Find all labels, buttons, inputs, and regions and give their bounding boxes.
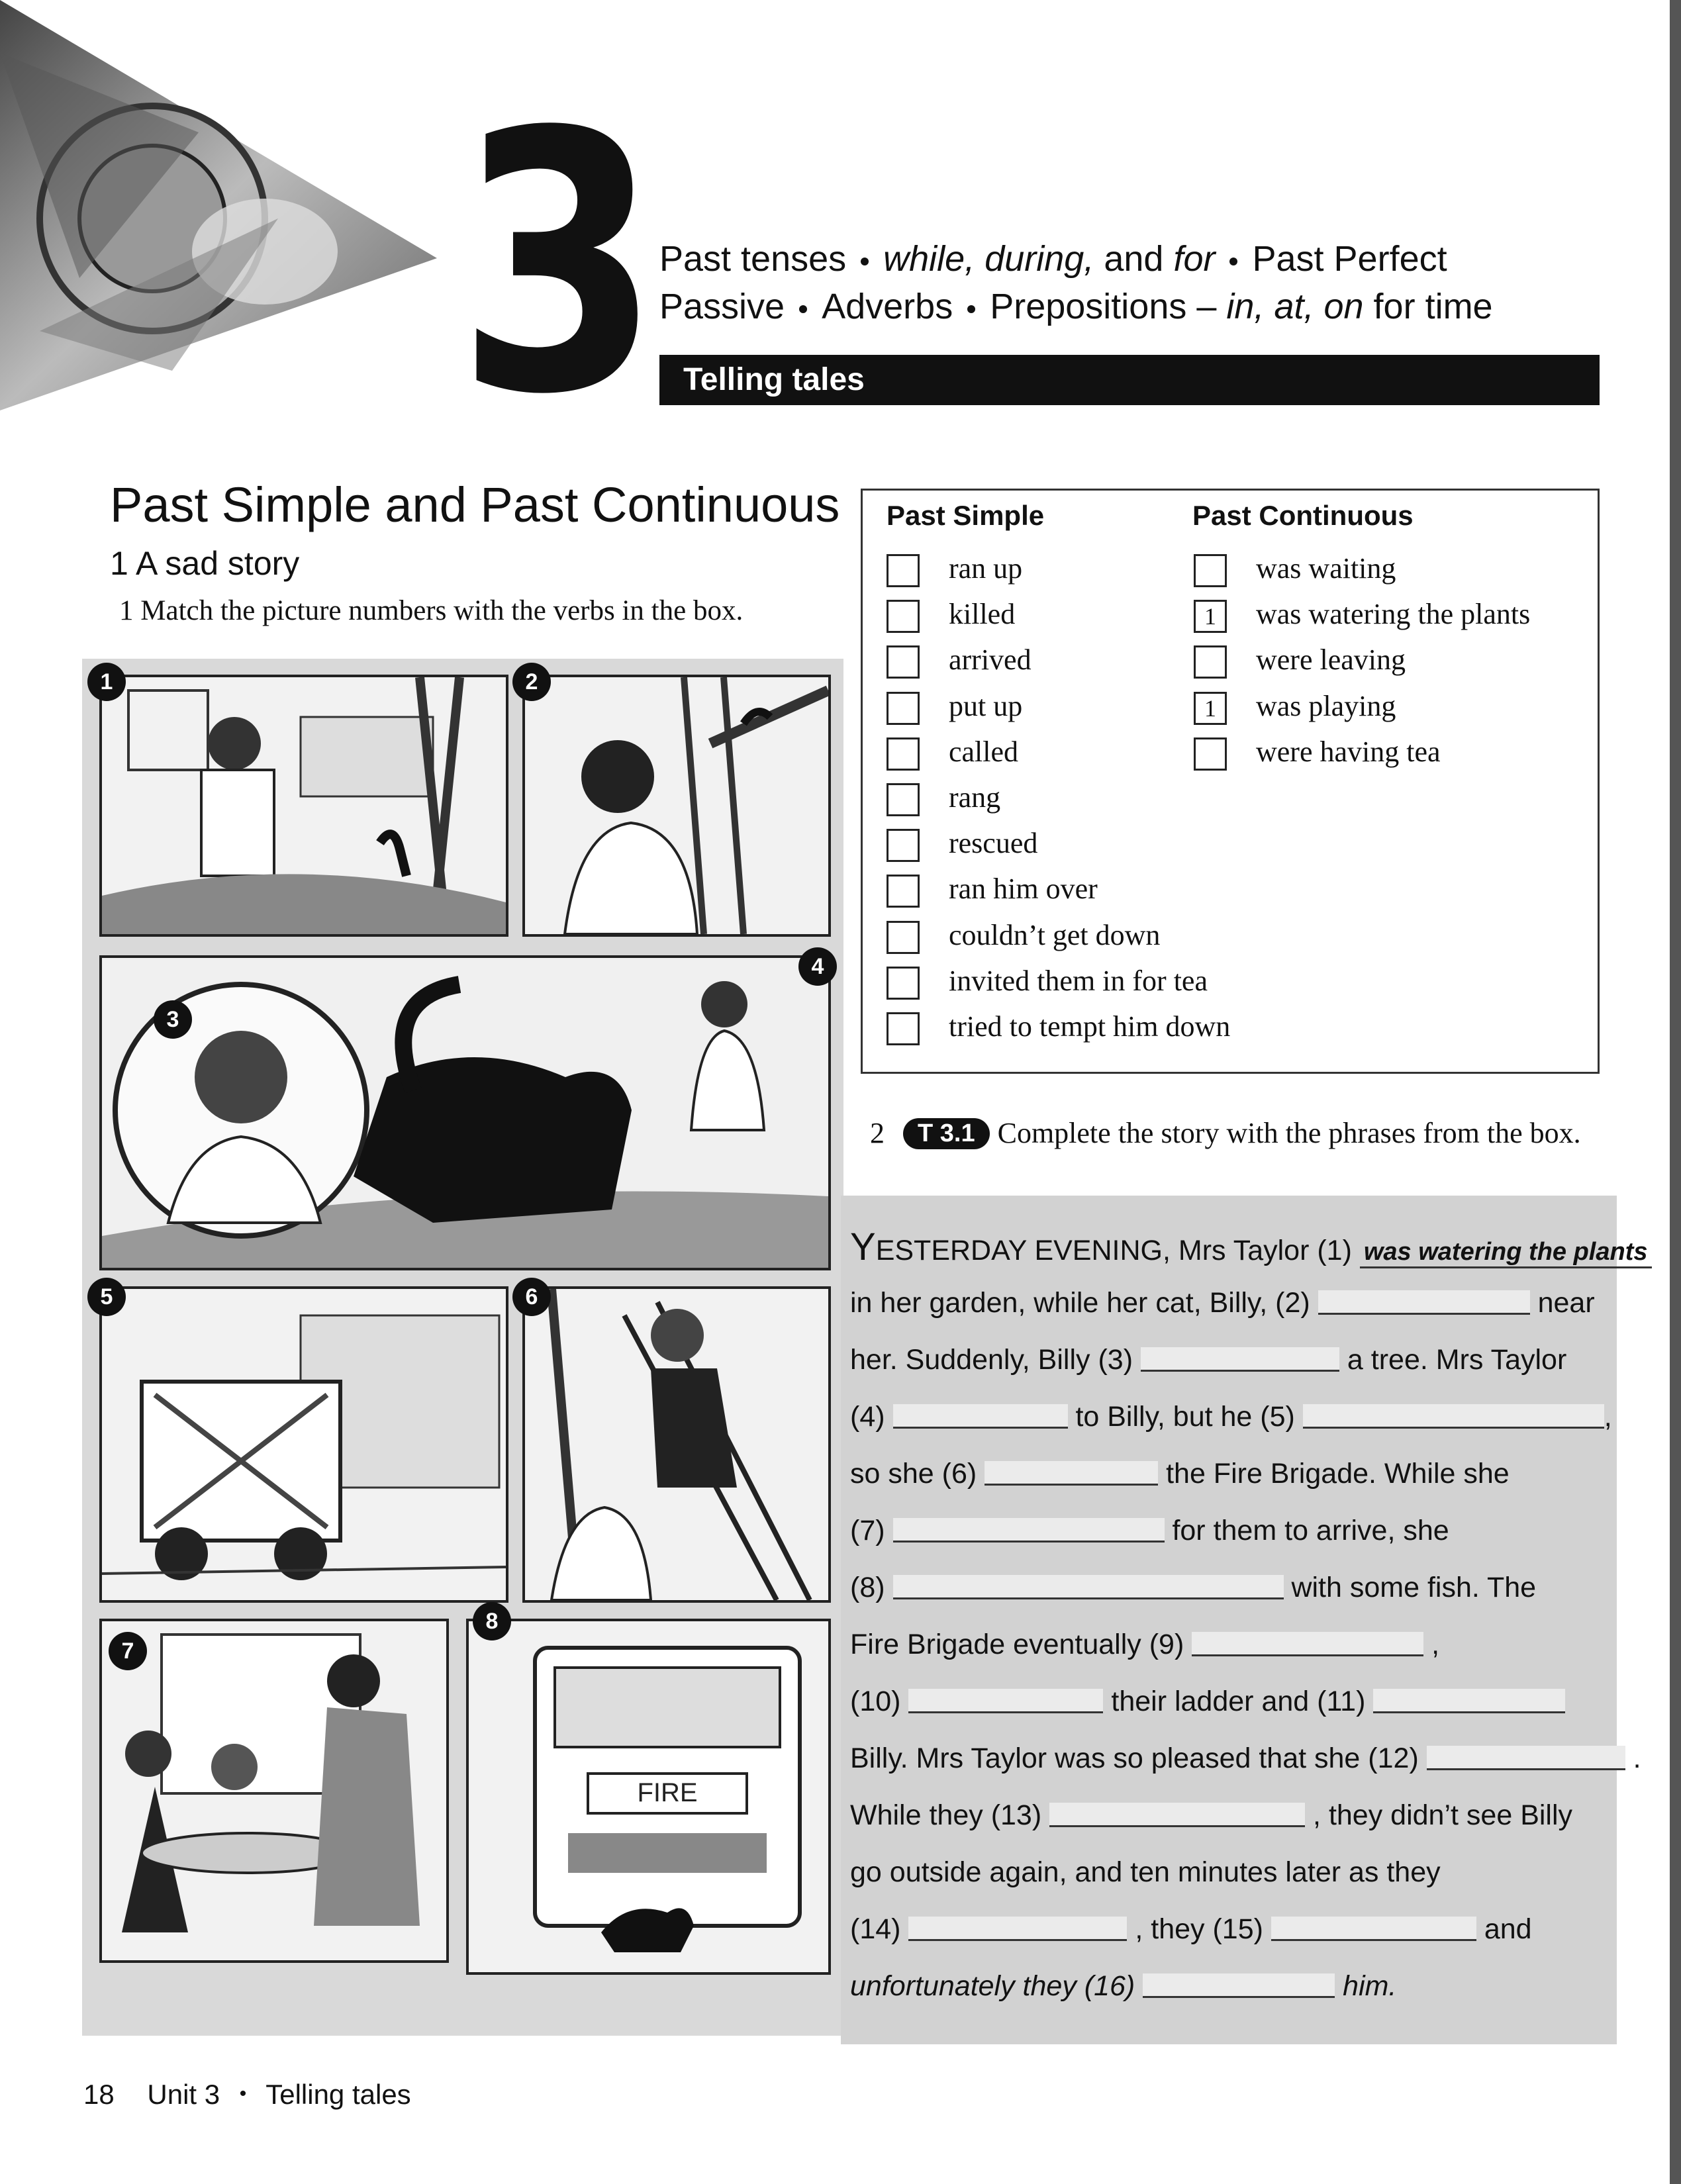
story-line	[850, 1572, 1536, 1604]
verb-label: arrived	[949, 643, 1032, 677]
unit-header-graphic	[0, 0, 463, 410]
story-line	[850, 1799, 1572, 1832]
picture-number: 2	[512, 663, 551, 701]
topic-text: in, at, on	[1226, 287, 1364, 326]
story-line	[850, 1970, 1396, 2003]
picture-number-box[interactable]	[887, 554, 920, 587]
picture-number-box[interactable]	[887, 783, 920, 816]
story-text: with some fish. The	[1283, 1572, 1537, 1603]
story-line	[850, 1629, 1439, 1661]
footer-unit: Unit 3	[147, 2079, 220, 2110]
blank-8[interactable]	[893, 1575, 1284, 1599]
story-line	[850, 1344, 1566, 1376]
verb-label: invited them in for tea	[949, 964, 1208, 997]
verb-label: killed	[949, 598, 1016, 631]
picture-number-box[interactable]	[887, 967, 920, 1000]
verb-label: rescued	[949, 827, 1038, 860]
story-line	[850, 1225, 1652, 1269]
story-line	[850, 1515, 1449, 1547]
unit-topics-line2	[659, 286, 1493, 327]
picture-number-box[interactable]	[1194, 645, 1227, 679]
bullet	[799, 305, 807, 313]
story-text: (7)	[850, 1515, 893, 1546]
topic-text: Adverbs	[822, 287, 953, 326]
picture-number-box[interactable]: 1	[1194, 692, 1227, 725]
picture-number-box[interactable]: 1	[1194, 600, 1227, 633]
blank-6[interactable]	[985, 1461, 1158, 1486]
topic-text: for time	[1363, 287, 1493, 326]
verb-label: called	[949, 735, 1019, 768]
picture-number: 1	[87, 663, 126, 701]
blank-7[interactable]	[893, 1518, 1165, 1543]
story-text: , they (15)	[1127, 1913, 1271, 1945]
verb-label: ran up	[949, 552, 1023, 585]
blank-14[interactable]	[908, 1917, 1127, 1941]
picture-3-and-4	[99, 955, 831, 1270]
story-text: , they didn’t see Billy	[1305, 1799, 1573, 1831]
topic-text: for	[1173, 239, 1216, 279]
verb-label: was playing	[1256, 689, 1396, 722]
picture-story	[82, 659, 843, 2036]
picture-number: 5	[87, 1278, 126, 1316]
story-text: their ladder and (11)	[1103, 1685, 1374, 1717]
topic-text: while, during,	[883, 239, 1094, 279]
exercise1-instruction: 1 Match the picture numbers with the verbs in the box.	[119, 595, 744, 626]
verb-label: was waiting	[1256, 552, 1396, 585]
story-text: so she (6)	[850, 1458, 985, 1490]
picture-7	[99, 1619, 449, 1963]
blank-2[interactable]	[1318, 1290, 1530, 1315]
story-text: unfortunately they (16)	[850, 1970, 1143, 2002]
unit-title: Telling tales	[683, 362, 865, 397]
topic-text: Past tenses	[659, 239, 847, 279]
unit-number: 3	[457, 57, 650, 473]
story-text: (4)	[850, 1401, 893, 1433]
picture-number-box[interactable]	[887, 737, 920, 771]
answer-example: was watering the plants	[1360, 1238, 1652, 1268]
verb-label: were leaving	[1256, 643, 1406, 677]
drop-cap: Y	[850, 1225, 876, 1268]
story-line	[850, 1742, 1641, 1775]
story-text: .	[1625, 1742, 1641, 1774]
picture-number-box[interactable]	[887, 1012, 920, 1045]
picture-number-box[interactable]	[887, 692, 920, 725]
page-number: 18	[83, 2079, 115, 2110]
topic-text: and	[1094, 239, 1174, 279]
blank-4[interactable]	[893, 1404, 1068, 1429]
story-line: go outside again, and ten minutes later as they	[850, 1856, 1441, 1888]
story-line	[850, 1287, 1595, 1319]
blank-10[interactable]	[908, 1689, 1103, 1713]
page-footer	[83, 2079, 411, 2111]
topic-text: Prepositions –	[990, 287, 1227, 326]
story-text: the Fire Brigade. While she	[1158, 1458, 1510, 1490]
story-text: Fire Brigade eventually (9)	[850, 1629, 1192, 1660]
story-text: (8)	[850, 1572, 893, 1603]
footer-separator: •	[239, 2083, 247, 2105]
verb-box	[861, 489, 1600, 1074]
story-line	[850, 1913, 1532, 1946]
past-continuous-header: Past Continuous	[1192, 500, 1414, 531]
story-text: near	[1529, 1287, 1595, 1319]
picture-number: 4	[798, 947, 837, 986]
verb-label: was watering the plants	[1256, 598, 1531, 631]
picture-number: 3	[154, 1000, 192, 1039]
section-title: Past Simple and Past Continuous	[110, 477, 840, 532]
story-text: ,	[1423, 1629, 1440, 1660]
picture-1	[99, 675, 508, 937]
unit-title-bar	[659, 355, 1600, 405]
verb-label: ran him over	[949, 873, 1098, 906]
blank-16[interactable]	[1143, 1973, 1335, 1998]
story-text: to Billy, but he (5)	[1067, 1401, 1303, 1433]
story-text: a tree. Mrs Taylor	[1339, 1344, 1567, 1376]
story-line	[850, 1401, 1612, 1433]
verb-label: were having tea	[1256, 735, 1441, 768]
story-line	[850, 1685, 1565, 1718]
picture-number: 7	[109, 1632, 147, 1670]
picture-number-box[interactable]	[887, 921, 920, 954]
blank-13[interactable]	[1049, 1803, 1305, 1827]
blank-11[interactable]	[1373, 1689, 1565, 1713]
story-text: (14)	[850, 1913, 909, 1945]
topic-text: Past Perfect	[1252, 239, 1447, 279]
exercise2-instruction	[870, 1116, 1581, 1150]
picture-number: 8	[473, 1602, 511, 1640]
picture-8	[466, 1619, 831, 1975]
picture-number-box[interactable]	[1194, 737, 1227, 771]
picture-number-box[interactable]	[887, 829, 920, 862]
picture-number-box[interactable]	[887, 645, 920, 679]
subsection-title: 1 A sad story	[110, 545, 300, 582]
picture-number-box[interactable]	[1194, 554, 1227, 587]
picture-2	[522, 675, 831, 937]
picture-number: 6	[512, 1278, 551, 1316]
footer-title: Telling tales	[265, 2079, 411, 2110]
story-text: for them to arrive, she	[1164, 1515, 1449, 1546]
story-text: in her garden, while her cat, Billy, (2)	[850, 1287, 1318, 1319]
audio-track-badge[interactable]: T 3.1	[903, 1118, 990, 1149]
story-text: her. Suddenly, Billy (3)	[850, 1344, 1141, 1376]
verb-label: couldn’t get down	[949, 918, 1161, 951]
story-text: Mrs Taylor (1)	[1170, 1235, 1360, 1266]
fire-sign: FIRE	[637, 1778, 698, 1807]
picture-6	[522, 1286, 831, 1603]
blank-12[interactable]	[1427, 1746, 1625, 1770]
page-edge-shadow	[1670, 0, 1681, 2184]
story-text: Billy. Mrs Taylor was so pleased that she (12)	[850, 1742, 1427, 1774]
unit-topics-line1	[659, 238, 1447, 279]
verb-label: tried to tempt him down	[949, 1010, 1231, 1043]
verb-label: put up	[949, 689, 1023, 722]
blank-15[interactable]	[1271, 1917, 1476, 1941]
story-text: him.	[1335, 1970, 1397, 2002]
story-text: While they (13)	[850, 1799, 1050, 1831]
story-line	[850, 1458, 1510, 1490]
blank-9[interactable]	[1192, 1632, 1423, 1656]
blank-3[interactable]	[1141, 1347, 1339, 1372]
picture-number-box[interactable]	[887, 875, 920, 908]
verb-label: rang	[949, 781, 1001, 814]
bullet	[1229, 258, 1237, 265]
topic-text: Passive	[659, 287, 785, 326]
picture-5	[99, 1286, 508, 1603]
past-simple-header: Past Simple	[887, 500, 1045, 531]
picture-number-box[interactable]	[887, 600, 920, 633]
bullet	[861, 258, 869, 265]
bullet	[967, 305, 975, 313]
story-text: and	[1476, 1913, 1532, 1945]
story-text: ,	[1604, 1401, 1612, 1433]
story-text: ESTERDAY EVENING,	[875, 1235, 1171, 1266]
exercise-number: 2	[870, 1117, 885, 1149]
blank-5[interactable]	[1303, 1404, 1604, 1429]
exercise2-text: Complete the story with the phrases from the box.	[997, 1117, 1581, 1149]
story-text: (10)	[850, 1685, 909, 1717]
